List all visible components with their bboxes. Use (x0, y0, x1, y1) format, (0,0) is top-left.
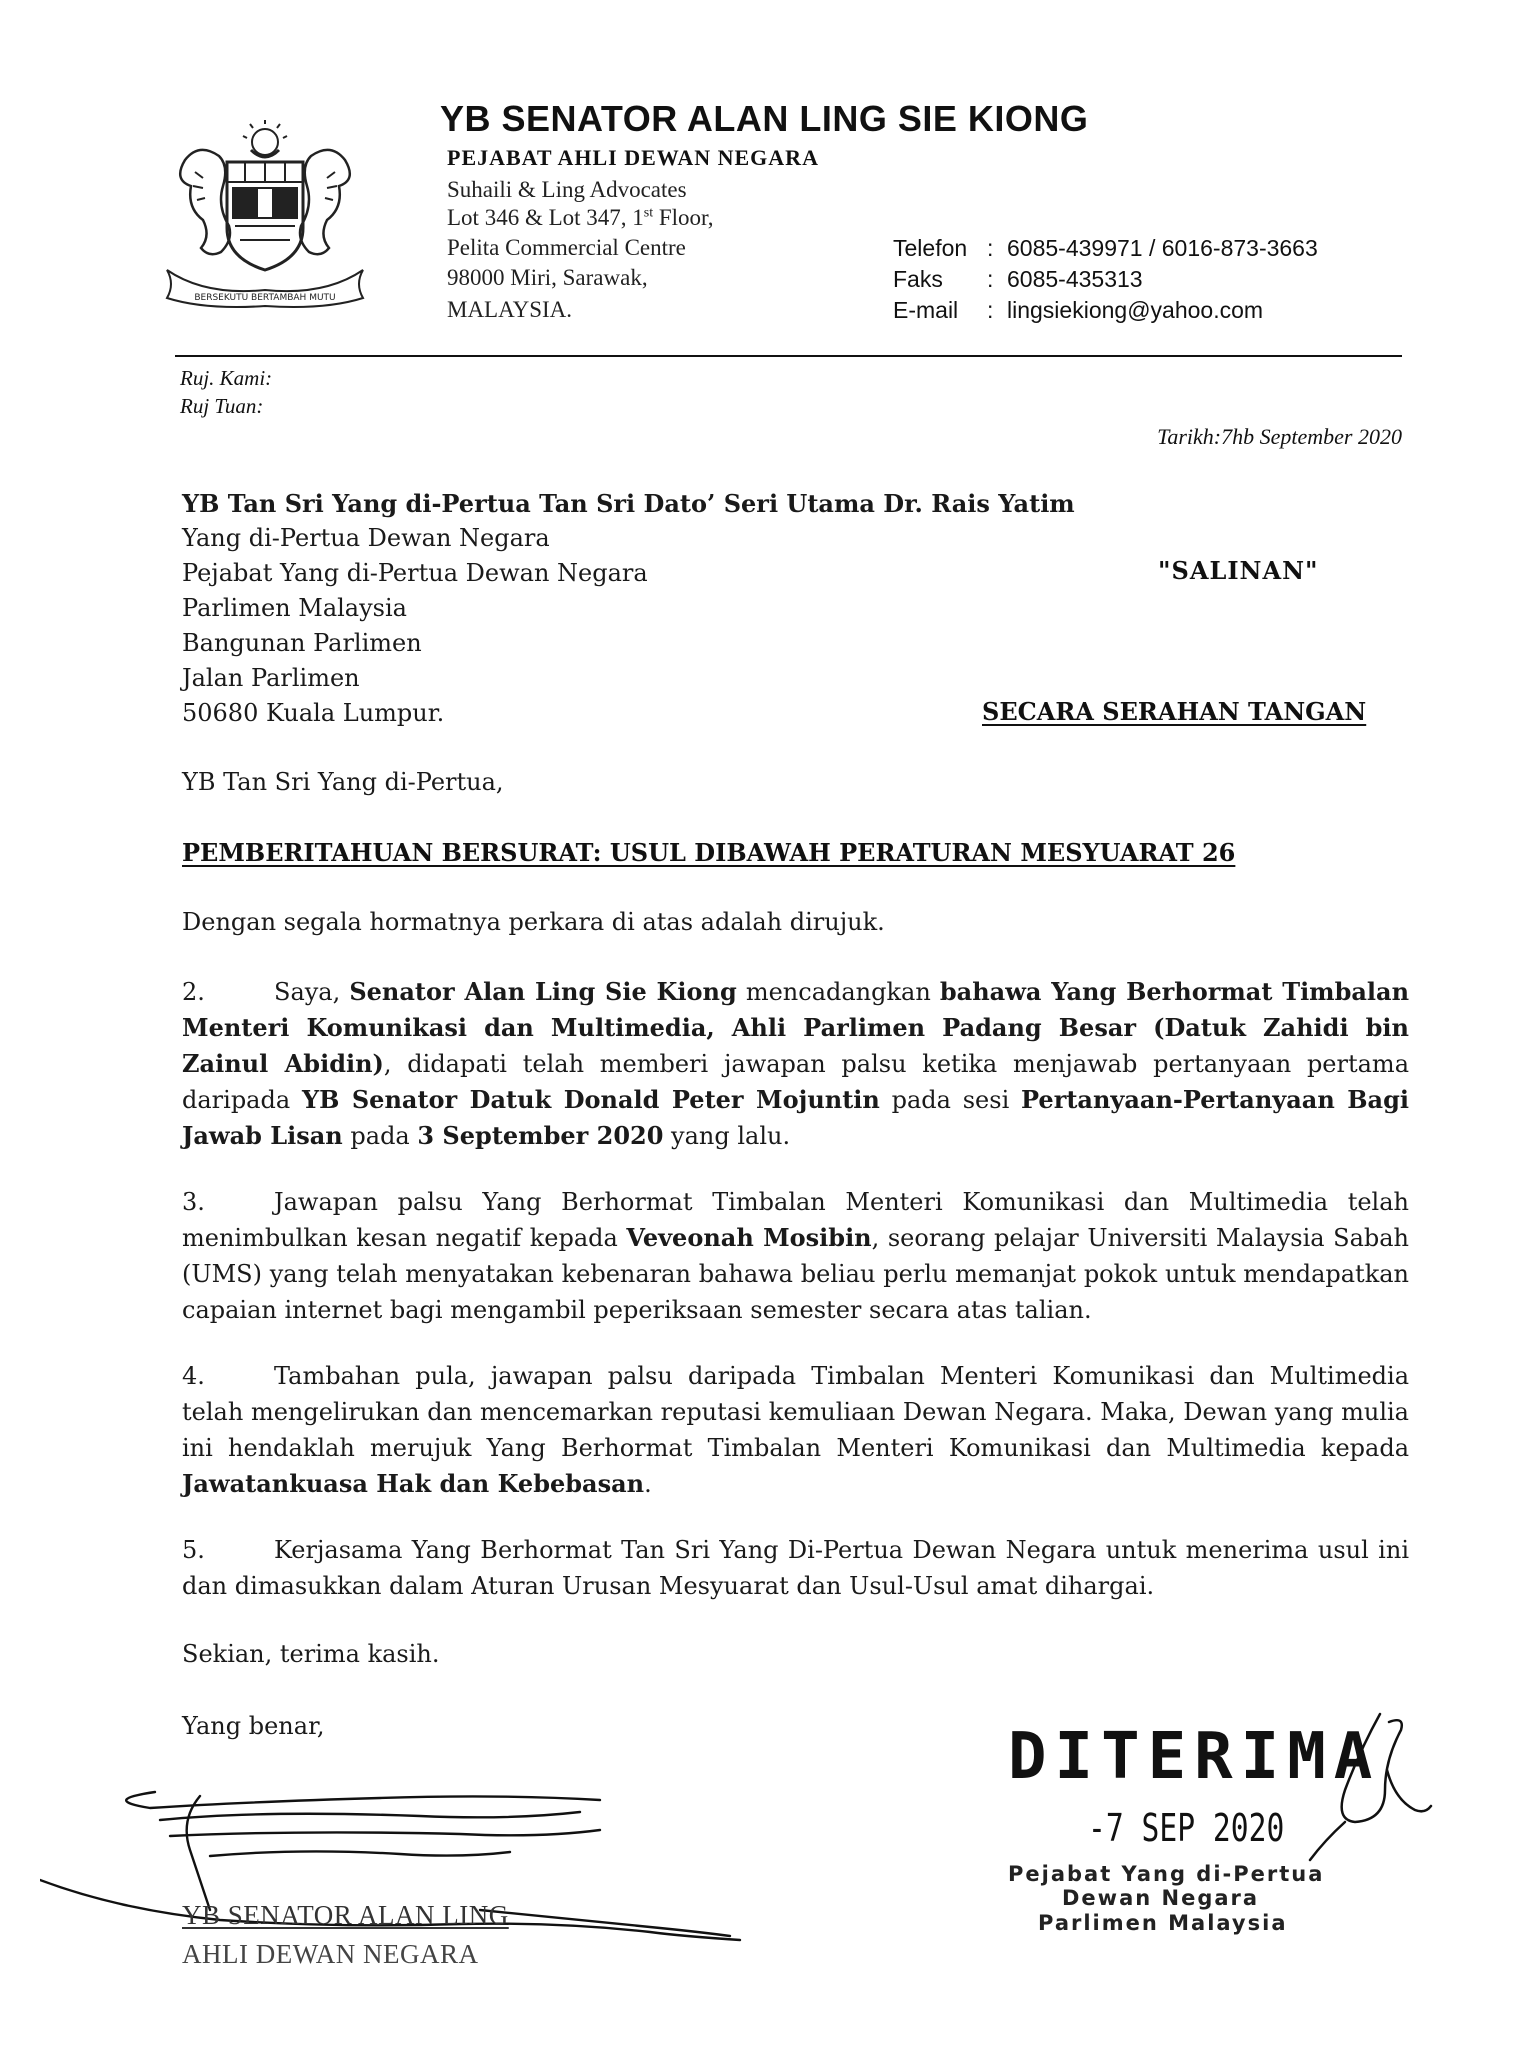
hand-delivery-mark: SECARA SERAHAN TANGAN (982, 697, 1367, 726)
contact-label-email: E-mail (893, 297, 959, 323)
recipient-name: YB Tan Sri Yang di-Pertua Tan Sri Dato’ Seri Utama Dr. Rais Yatim (182, 489, 1075, 518)
signatory-name: YB SENATOR ALAN LING (182, 1900, 509, 1930)
paragraph-number: 4. (182, 1362, 205, 1390)
svg-text:BERSEKUTU BERTAMBAH MUTU: BERSEKUTU BERTAMBAH MUTU (194, 293, 336, 303)
contact-label-faks: Faks (893, 266, 943, 292)
closing-line: Sekian, terima kasih. (182, 1640, 440, 1668)
address-line-2: Lot 346 & Lot 347, 1st Floor, (447, 205, 714, 230)
recipient-line: Parlimen Malaysia (182, 594, 407, 622)
paragraph-number: 5. (182, 1536, 205, 1564)
received-stamp-line: Dewan Negara (1062, 1886, 1260, 1910)
received-stamp-line: Parlimen Malaysia (1038, 1911, 1288, 1935)
contact-value-faks: 6085-435313 (1007, 266, 1143, 292)
subject-line: PEMBERITAHUAN BERSURAT: USUL DIBAWAH PERATURAN MESYUARAT 26 (182, 838, 1236, 867)
our-reference: Ruj. Kami: (180, 366, 273, 390)
contact-colon: : (987, 235, 994, 261)
recipient-line: Jalan Parlimen (182, 664, 360, 692)
received-stamp-word: DITERIMA (1008, 1720, 1381, 1794)
salutation: YB Tan Sri Yang di-Pertua, (182, 768, 504, 796)
paragraph-3: 3. Jawapan palsu Yang Berhormat Timbalan Menteri Komunikasi dan Multimedia telah menimbulkan kesan negatif kepada Veveonah Mosibin, seorang pelajar Universiti Malaysia Sabah (UMS) yang telah menyatakan kebenaran bahawa beliau perlu memanjat pokok untuk mendapatkan capaian internet bagi mengambil peperiksaan semester secara atas talian. (182, 1184, 1409, 1328)
intro-line: Dengan segala hormatnya perkara di atas adalah dirujuk. (182, 908, 885, 936)
contact-value-email: lingsiekiong@yahoo.com (1007, 297, 1264, 323)
handwritten-initial (1305, 1710, 1435, 1870)
paragraph-2: 2. Saya, Senator Alan Ling Sie Kiong mencadangkan bahawa Yang Berhormat Timbalan Menteri Komunikasi dan Multimedia, Ahli Parlimen Padang Besar (Datuk Zahidi bin Zainul Abidin), didapati telah memberi jawapan palsu ketika menjawab pertanyaan pertama daripada YB Senator Datuk Donald Peter Mojuntin pada sesi Pertanyaan-Pertanyaan Bagi Jawab Lisan pada 3 September 2020 yang lalu. (182, 974, 1409, 1154)
your-reference: Ruj Tuan: (180, 394, 264, 418)
letterhead-title: YB SENATOR ALAN LING SIE KIONG (440, 98, 1089, 139)
paragraph-number: 2. (182, 978, 205, 1006)
address-line-4: 98000 Miri, Sarawak, (447, 265, 648, 290)
contact-value-telefon: 6085-439971 / 6016-873-3663 (1007, 235, 1318, 261)
letterhead-divider (175, 355, 1402, 357)
recipient-line: Pejabat Yang di-Pertua Dewan Negara (182, 559, 648, 587)
letter-date: Tarikh:7hb September 2020 (1157, 424, 1402, 449)
copy-mark: "SALINAN" (1158, 556, 1319, 585)
received-stamp-date: -7 SEP 2020 (1088, 1806, 1285, 1850)
contact-colon: : (987, 297, 994, 323)
paragraph-number: 3. (182, 1188, 205, 1216)
recipient-line: 50680 Kuala Lumpur. (182, 699, 445, 727)
address-line-3: Pelita Commercial Centre (447, 235, 686, 260)
paragraph-5: 5. Kerjasama Yang Berhormat Tan Sri Yang Di-Pertua Dewan Negara untuk menerima usul ini dan dimasukkan dalam Aturan Urusan Mesyuarat dan Usul-Usul amat dihargai. (182, 1532, 1409, 1604)
paragraph-4: 4. Tambahan pula, jawapan palsu daripada Timbalan Menteri Komunikasi dan Multimedia telah mengelirukan dan mencemarkan reputasi kemuliaan Dewan Negara. Maka, Dewan yang mulia ini hendaklah merujuk Yang Berhormat Timbalan Menteri Komunikasi dan Multimedia kepada Jawatankuasa Hak dan Kebebasan. (182, 1358, 1409, 1502)
received-stamp-line: Pejabat Yang di-Pertua (1008, 1862, 1325, 1886)
recipient-line: Bangunan Parlimen (182, 629, 422, 657)
recipient-line: Yang di-Pertua Dewan Negara (182, 524, 550, 552)
signatory-title: AHLI DEWAN NEGARA (182, 1939, 479, 1969)
letterhead-office: PEJABAT AHLI DEWAN NEGARA (447, 145, 819, 170)
contact-colon: : (987, 266, 994, 292)
sign-off: Yang benar, (182, 1712, 325, 1740)
contact-label-telefon: Telefon (893, 235, 968, 261)
address-line-5: MALAYSIA. (447, 297, 573, 322)
coat-of-arms-icon (165, 120, 365, 310)
address-line-1: Suhaili & Ling Advocates (447, 177, 687, 202)
